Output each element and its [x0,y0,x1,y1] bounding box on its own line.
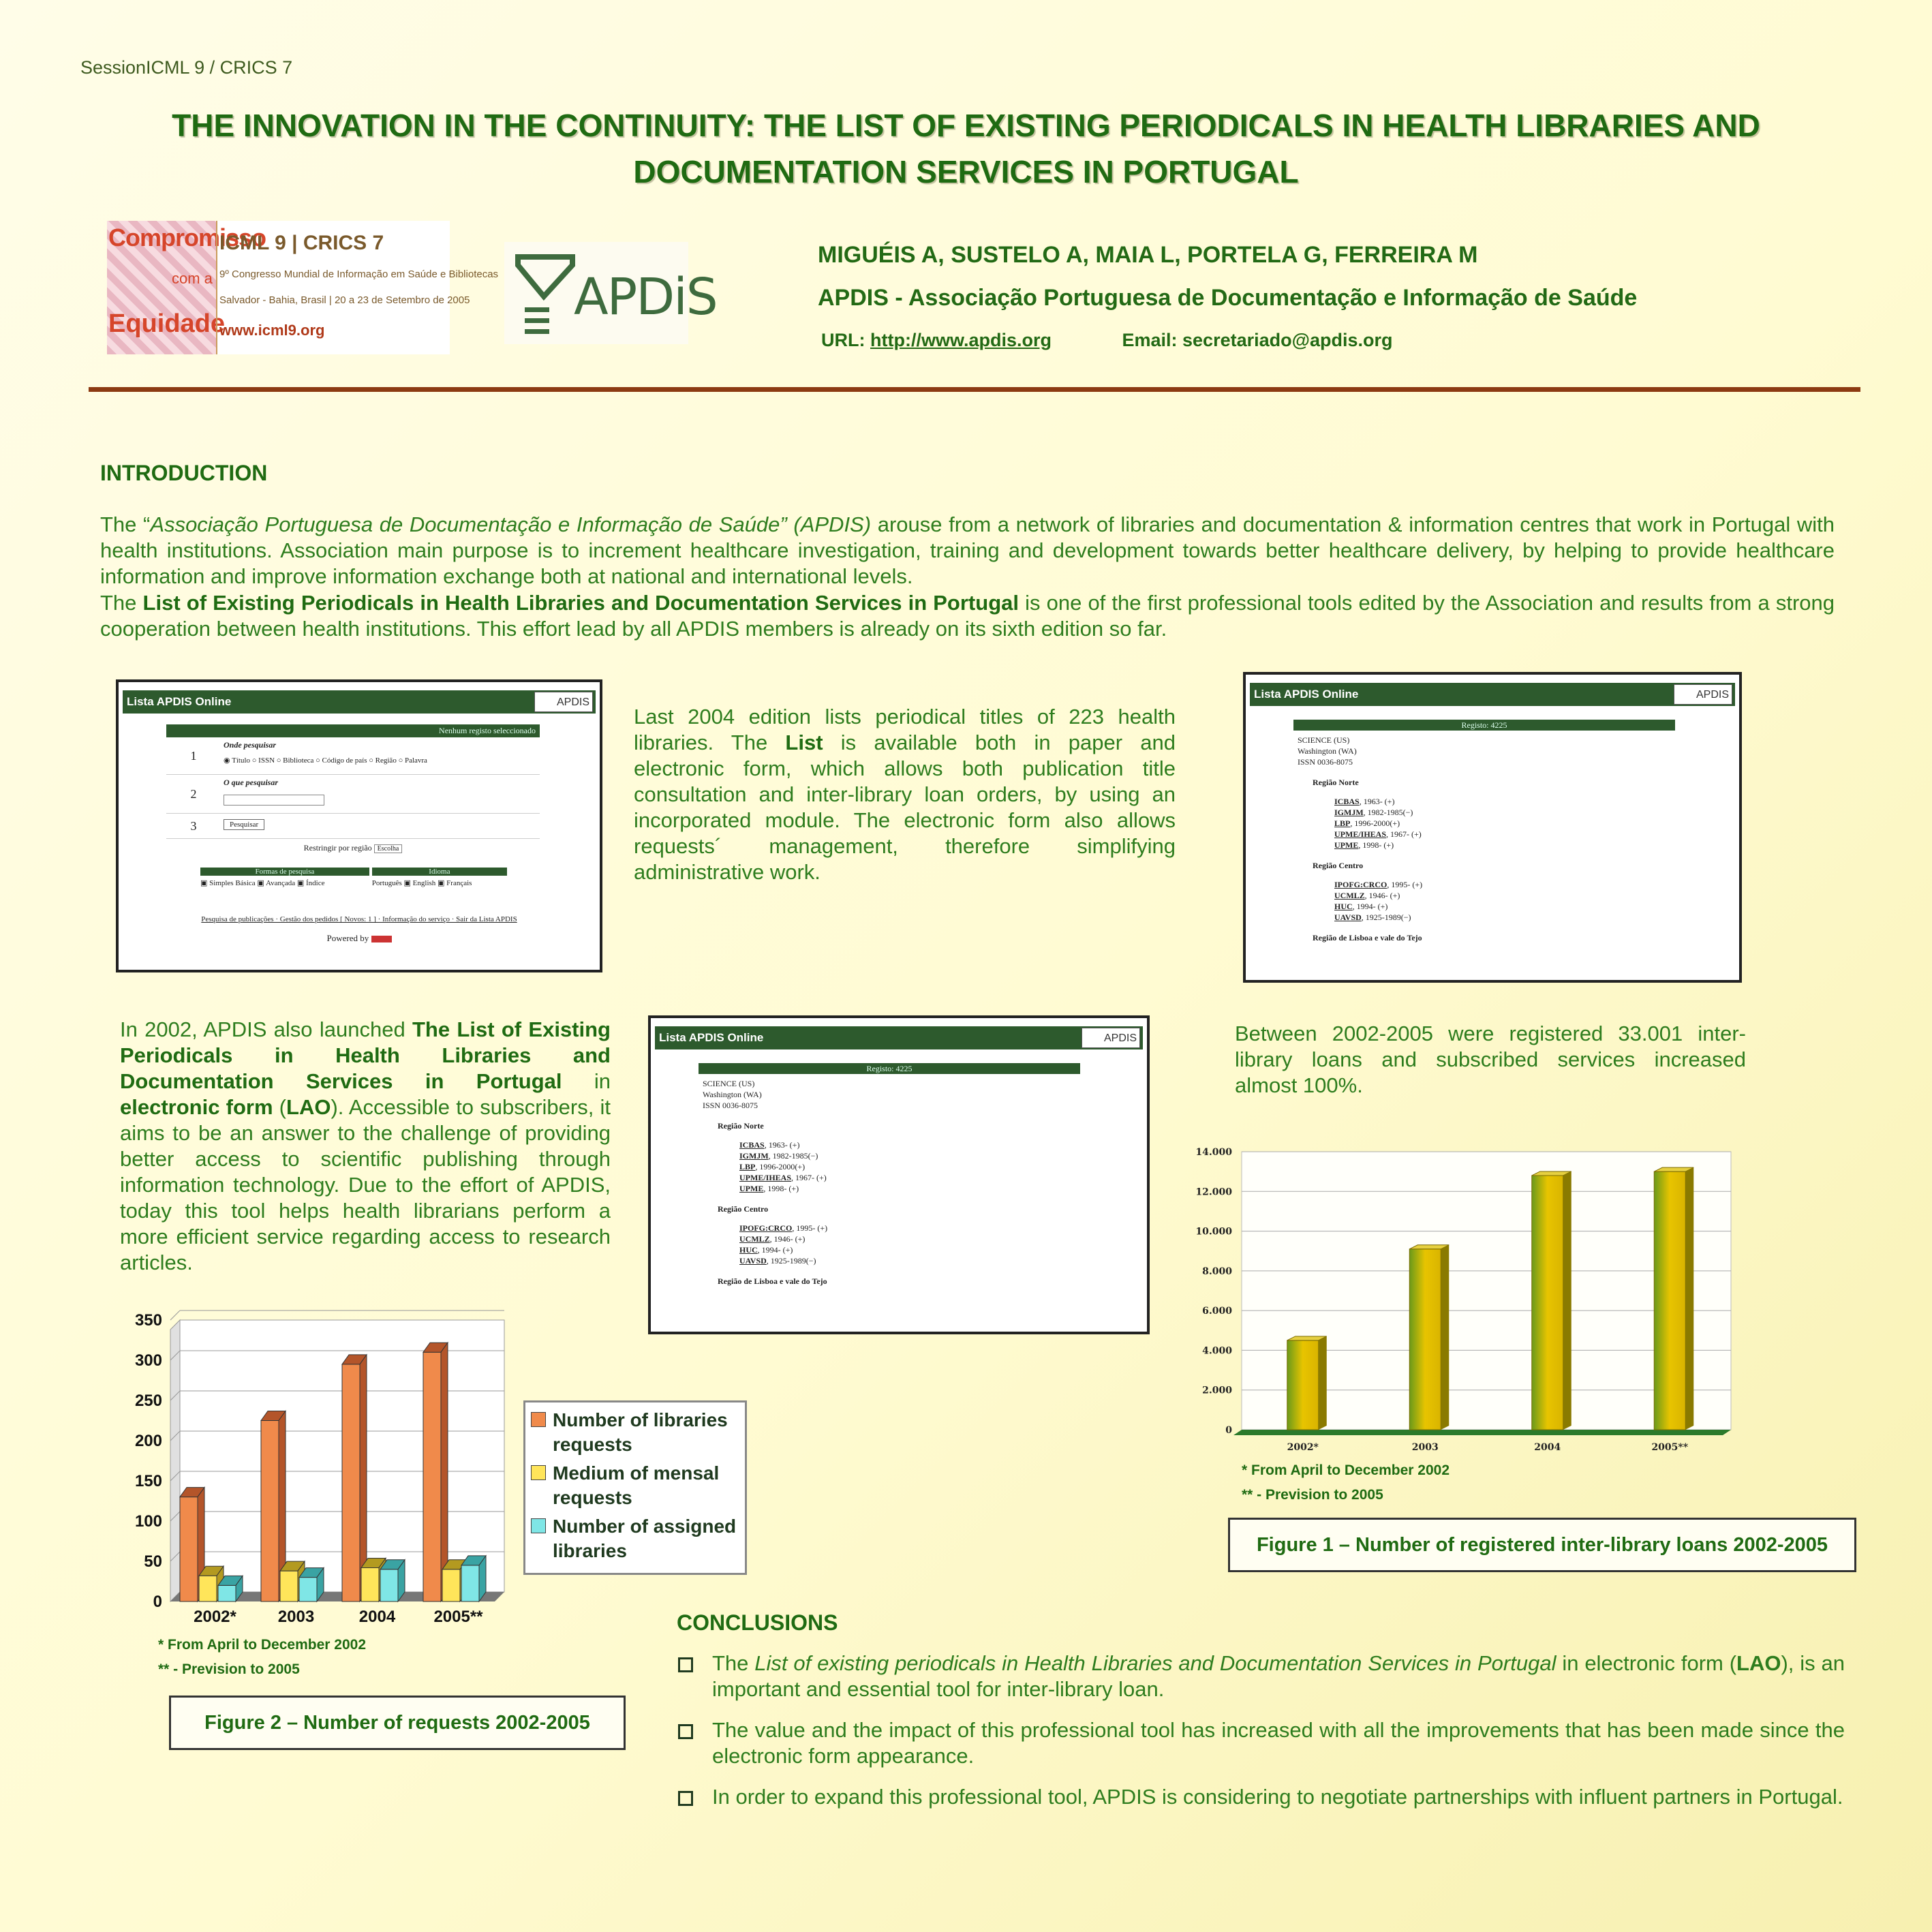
record-meta-2: ISSN 0036-8075 [703,1101,758,1110]
fig2-bar [461,1565,479,1601]
region-centro-code[interactable]: IPOFG:CRCO [739,1223,793,1233]
region-norte-code[interactable]: ICBAS [1334,797,1360,806]
step-1: 1 [190,749,197,763]
region-norte-item[interactable] [1293,829,1675,840]
intro-p2-bold: List of Existing Periodicals in Health Libraries and Documentation Services in Portugal [142,591,1019,615]
record-logo: APDIS [1674,684,1732,705]
region-norte-code[interactable]: UPME [1334,840,1359,850]
logo-word-compromisso: Compromisso [108,224,266,251]
checkbox-icon [678,1657,693,1672]
region-centro-years: , 1925-1989(−) [1361,913,1411,922]
fig2-xtick: 2003 [277,1608,315,1626]
figure2-chart [123,1312,532,1625]
fig2-ytick: 0 [153,1593,162,1611]
region-norte-code[interactable]: UPME [739,1184,764,1193]
fig1-ytick: 2.000 [1202,1385,1232,1396]
record-register-bar: Registo: 4225 [1293,720,1675,731]
contact-line [821,330,1392,351]
apdis-logo-text: APDiS [574,268,717,326]
region-centro-item[interactable] [1293,890,1675,901]
record-title-bar: Lista APDIS Online [1250,683,1735,706]
intro-heading: INTRODUCTION [100,461,268,485]
screenshot-logo: APDIS [534,692,593,712]
restrict-label: Restringir por região [303,843,372,853]
fig1-floor [1233,1430,1731,1435]
region-centro-years: , 1994- (+) [757,1245,793,1255]
region-norte-years: , 1967- (+) [791,1173,827,1182]
region-norte-item[interactable] [1293,840,1675,850]
search-forms[interactable]: ▣ Simples Básica ▣ Avançada ▣ Índice [200,879,325,887]
fig2-wall-side [170,1320,180,1601]
search-input[interactable] [224,795,324,806]
region-centro-item[interactable] [1293,912,1675,923]
search-button[interactable]: Pesquisar [224,819,264,830]
figure2-note1: * From April to December 2002 [158,1637,366,1653]
lao-c: ( [273,1095,287,1119]
legend-label: Number of libraries requests [553,1409,728,1455]
c1-bold: LAO [1736,1651,1781,1675]
lao-d: ). Accessible to subscribers, it aims to be an answer to the challenge of providing better access to scientific publishing through information technology. Due to the effort of APDIS, today this tool helps health librarians perform a more efficient service regarding access to research articles. [120,1095,611,1274]
title-line-2: DOCUMENTATION SERVICES IN PORTUGAL [633,154,1299,189]
legend-label: Number of assigned libraries [553,1516,737,1561]
c1-italic: List of existing periodicals in Health Libraries and Documentation Services in Portugal [754,1651,1557,1675]
region-norte-item[interactable] [699,1161,1080,1172]
record-register-bar: Registo: 4225 [699,1063,1080,1074]
fig1-ytick: 4.000 [1202,1345,1232,1357]
record-meta-2: ISSN 0036-8075 [1298,757,1353,767]
conclusion-item-3 [678,1784,1845,1810]
fig1-bar [1409,1249,1441,1430]
region-centro-code[interactable]: HUC [1334,902,1353,911]
fig2-bar [361,1567,379,1601]
region-norte-years: , 1998- (+) [1358,840,1394,850]
figure1-chart [1179,1131,1745,1452]
region-centro-code[interactable]: HUC [739,1245,758,1255]
screenshot-record-center [648,1015,1150,1334]
region-norte-item[interactable] [1293,796,1675,807]
edition-a: Last 2004 edition lists periodical titles of 223 health libraries. The [634,705,1176,754]
region-centro-heading: Região Centro [1313,861,1364,870]
intro-p2-a: The [100,591,143,615]
fig2-bar [423,1352,441,1601]
fig1-ytick: 8.000 [1202,1266,1232,1277]
screenshot-title-bar: Lista APDIS Online [123,690,596,714]
fig2-bar [299,1578,317,1601]
session-label: SessionICML 9 / CRICS 7 [80,57,293,78]
intro-p1-a: The “ [100,512,151,536]
c3-text: In order to expand this professional tool, APDIS is considering to negotiate partnerships with influent partners in Portugal. [712,1785,1843,1809]
step1-options[interactable]: ◉ Título ○ ISSN ○ Biblioteca ○ Código de país ○ Região ○ Palavra [224,756,427,765]
forms-header: Formas de pesquisa [200,868,369,876]
fig1-bar [1654,1171,1685,1430]
title-line-1: THE INNOVATION IN THE CONTINUITY: THE LIST OF EXISTING PERIODICALS IN HEALTH LIBRARIES AND [172,108,1760,143]
region-centro-code[interactable]: UCMLZ [739,1234,770,1244]
fig2-bar [261,1421,279,1602]
region-norte-code[interactable]: IGMJM [739,1151,769,1161]
fig1-bar-side [1441,1245,1449,1430]
conclusions-list [678,1651,1845,1825]
conclusion-item-1 [678,1651,1845,1702]
region-norte-code[interactable]: LBP [1334,818,1351,828]
poster-title [68,102,1864,195]
region-norte-code[interactable]: UPME/IHEAS [1334,829,1387,839]
fig1-bar [1532,1176,1563,1430]
figure1-note2: ** - Prevision to 2005 [1242,1487,1383,1503]
region-centro-years: , 1995- (+) [792,1223,828,1233]
lao-bold1: The List of Existing Periodicals in Health Libraries and Documentation Services in Portugal [120,1017,611,1093]
screenshot-record-top [1243,672,1742,983]
region-norte-years: , 1996-2000(+) [1350,818,1400,828]
fig2-ytick: 50 [144,1552,162,1571]
region-centro-item[interactable] [1293,901,1675,912]
region-norte-years: , 1982-1985(−) [1363,808,1413,817]
c1-c: ), is an important and essential tool for inter-library loan. [712,1651,1845,1701]
restrict-select[interactable]: Escolha [374,844,403,853]
record-meta-1: Washington (WA) [1298,746,1357,756]
intro-p1-italic: Associação Portuguesa de Documentação e Informação de Saúde” (APDIS) [150,512,872,536]
logo-site: www.icml9.org [219,322,325,339]
loans-paragraph: Between 2002-2005 were registered 33.001 inter-library loans and subscribed services increased almost 100%. [1235,1022,1746,1097]
region-norte-years: , 1963- (+) [1359,797,1395,806]
authors: MIGUÉIS A, SUSTELO A, MAIA L, PORTELA G, FERREIRA M [818,242,1478,268]
legend-label: Medium of mensal requests [553,1462,720,1508]
region-centro-item[interactable] [699,1244,1080,1255]
region-norte-heading: Região Norte [1313,778,1359,787]
footer-links[interactable]: Pesquisa de publicações · Gestão dos pedidos [ Novos: 1 ] · Informação do serviço · Sair da Lista APDIS [201,915,517,923]
fig2-bar [218,1585,236,1601]
fig2-legend-item [530,1514,741,1563]
icml9-logo [107,221,499,354]
region-centro-years: , 1995- (+) [1387,880,1423,889]
step1-label: Onde pesquisar [224,740,277,750]
region-centro-item[interactable] [1293,879,1675,890]
step-3: 3 [190,819,197,833]
figure2-note2: ** - Prevision to 2005 [158,1661,300,1677]
checkbox-icon [678,1791,693,1806]
record-logo: APDIS [1082,1028,1140,1048]
figure2-legend [523,1400,747,1575]
region-norte-years: , 1996-2000(+) [755,1162,806,1171]
url-label: URL: [821,330,865,350]
fig2-ytick: 100 [134,1512,162,1531]
conclusion-item-2 [678,1717,1845,1769]
figure1-caption: Figure 1 – Number of registered inter-library loans 2002-2005 [1228,1518,1856,1572]
header-divider [89,387,1860,392]
region-lisboa-heading: Região de Lisboa e vale do Tejo [1313,933,1422,942]
fig1-ytick: 0 [1225,1425,1232,1436]
fig2-ytick: 150 [134,1472,162,1490]
figure2-caption: Figure 2 – Number of requests 2002-2005 [169,1696,626,1750]
region-centro-item[interactable] [699,1223,1080,1233]
url-link[interactable]: http://www.apdis.org [870,330,1052,350]
region-norte-item[interactable] [1293,807,1675,818]
fig2-legend-item [530,1408,741,1457]
fig2-ytick: 200 [134,1432,162,1450]
region-centro-code[interactable]: UAVSD [739,1256,767,1266]
region-norte-heading: Região Norte [718,1121,764,1131]
region-norte-item[interactable] [699,1150,1080,1161]
record-meta-1: Washington (WA) [703,1090,762,1099]
region-norte-years: , 1967- (+) [1386,829,1422,839]
region-lisboa-heading: Região de Lisboa e vale do Tejo [718,1276,827,1286]
c2-text: The value and the impact of this professional tool has increased with all the improvements that has been made since the electronic form appearance. [712,1718,1845,1768]
legend-swatch-icon [531,1412,546,1427]
fig1-ytick: 12.000 [1195,1186,1232,1198]
record-meta-0: SCIENCE (US) [1298,735,1350,745]
intro-paragraph-1 [100,512,1835,589]
powered-by [119,933,600,944]
fig1-xtick: 2004 [1534,1442,1561,1453]
region-norte-years: , 1982-1985(−) [768,1151,818,1161]
region-norte-item[interactable] [699,1183,1080,1194]
fig1-xtick: 2003 [1411,1442,1439,1453]
lao-bold3: LAO [286,1095,331,1119]
lang-header: Idioma [372,868,507,876]
region-norte-code[interactable]: LBP [739,1162,756,1171]
fig2-bar [280,1571,298,1601]
edition-bold: List [785,731,823,754]
logo-word-coma: com a [172,270,213,287]
region-norte-item[interactable] [699,1172,1080,1183]
languages[interactable]: Português ▣ English ▣ Français [371,879,472,887]
fig2-bar [342,1364,360,1601]
fig1-bar-side [1685,1167,1693,1430]
association-name: APDIS - Associação Portuguesa de Documentação e Informação de Saúde [818,285,1638,311]
fig2-xtick: 2002* [194,1608,236,1626]
fig1-xtick: 2005** [1651,1442,1689,1453]
legend-swatch-icon [531,1465,546,1480]
fig1-bar-side [1319,1336,1327,1430]
conclusions-heading: CONCLUSIONS [677,1610,838,1635]
figure1-note1: * From April to December 2002 [1242,1462,1450,1478]
logo-event: ICML 9 | CRICS 7 [219,232,384,254]
logo-line2: Salvador - Bahia, Brasil | 20 a 23 de Setembro de 2005 [219,294,470,306]
region-centro-code[interactable]: IPOFG:CRCO [1334,880,1387,889]
powered-text: Powered by [326,933,369,943]
step-2: 2 [190,787,197,801]
edition-paragraph [634,704,1176,885]
record-body [699,1063,1080,1295]
region-centro-item[interactable] [699,1233,1080,1244]
lao-bold2: electronic form [120,1095,273,1119]
lao-a: In 2002, APDIS also launched [120,1017,412,1041]
logo-line1: 9º Congresso Mundial de Informação em Saúde e Bibliotecas [219,269,499,280]
intro-p1-b: arouse from a network of libraries and documentation & information centres that work in Portugal with health institutions. Association main purpose is to increment healthcare investigation, training and development towards better healthcare delivery, by helping to provide healthcare information and improve information exchange both at national and international levels. [100,512,1835,588]
lao-paragraph [120,1017,611,1276]
fig2-bar [199,1576,217,1601]
email: Email: secretariado@apdis.org [1122,330,1393,350]
fig2-bar [442,1569,460,1601]
region-centro-code[interactable]: UCMLZ [1334,891,1365,900]
region-norte-years: , 1963- (+) [764,1140,800,1150]
screenshot-search-form [116,679,602,972]
checkbox-icon [678,1724,693,1739]
region-centro-years: , 1946- (+) [769,1234,806,1244]
region-norte-item[interactable] [699,1139,1080,1150]
record-body [1293,720,1675,951]
fig1-ytick: 10.000 [1195,1226,1232,1238]
record-meta-0: SCIENCE (US) [703,1079,755,1088]
edition-b: is available both in paper and electronic form, which allows both publication title consultation and inter-library loan orders, by using an incorporated module. The electronic form also allows requests´ management, therefore simplifying administrative work. [634,731,1176,884]
intro-paragraph-2 [100,590,1835,642]
fig1-xtick: 2002* [1287,1442,1319,1453]
fig2-ytick: 300 [134,1351,162,1370]
legend-swatch-icon [531,1518,546,1533]
fig1-bar-side [1563,1171,1571,1430]
region-centro-heading: Região Centro [718,1204,769,1214]
fig2-legend-item [530,1461,741,1510]
region-norte-code[interactable]: UPME/IHEAS [739,1173,792,1182]
c1-b: in electronic form ( [1556,1651,1737,1675]
fig2-xtick: 2005** [433,1608,483,1626]
fig1-bar [1287,1340,1319,1430]
fig2-xtick: 2004 [358,1608,396,1626]
c1-a: The [712,1651,755,1675]
logo-word-equidade: Equidade [108,309,226,338]
region-norte-years: , 1998- (+) [763,1184,799,1193]
lao-b: in [562,1069,611,1093]
region-norte-code[interactable]: ICBAS [739,1140,765,1150]
region-centro-code[interactable]: UAVSD [1334,913,1362,922]
fig2-ytick: 350 [134,1311,162,1330]
fig2-ytick: 250 [134,1392,162,1410]
region-centro-years: , 1925-1989(−) [766,1256,816,1266]
region-centro-item[interactable] [699,1255,1080,1266]
fig1-ytick: 14.000 [1195,1147,1232,1158]
step2-label: O que pesquisar [224,778,279,787]
fig2-gridline-side [170,1310,180,1320]
fig1-ytick: 6.000 [1202,1306,1232,1317]
fig2-bar [180,1497,198,1601]
fig2-bar [380,1569,398,1601]
record-title-bar: Lista APDIS Online [655,1026,1143,1049]
region-norte-item[interactable] [1293,818,1675,829]
region-centro-years: , 1946- (+) [1364,891,1400,900]
region-centro-years: , 1994- (+) [1352,902,1388,911]
none-selected-bar: Nenhum registo seleccionado [166,724,540,737]
intro-p2-b: is one of the first professional tools edited by the Association and results from a strong cooperation between health institutions. This effort lead by all APDIS members is already on its sixth edition so far. [100,591,1835,641]
region-norte-code[interactable]: IGMJM [1334,808,1364,817]
apdis-logo [504,242,717,344]
